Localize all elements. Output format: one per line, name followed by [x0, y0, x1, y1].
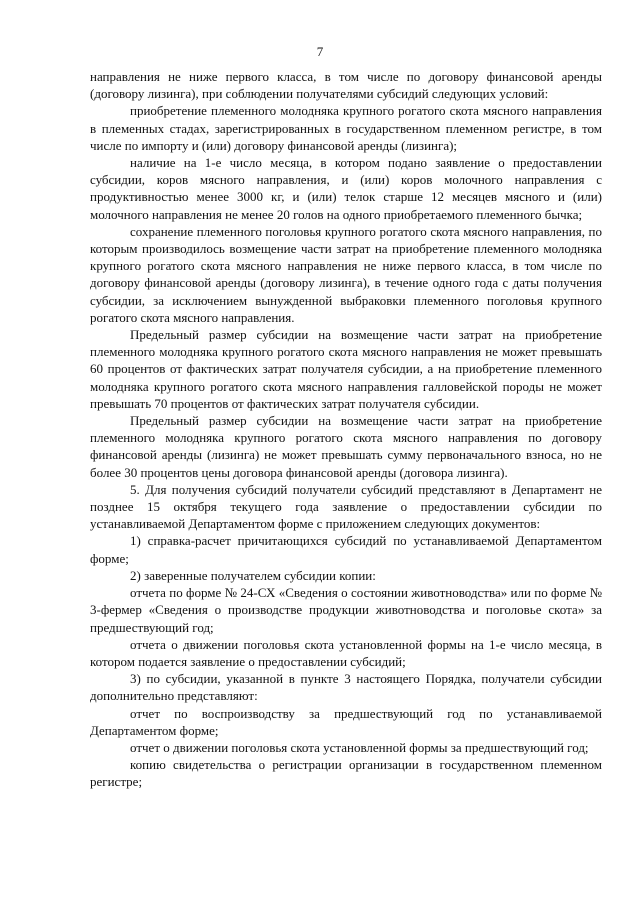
paragraph-condition-herd: наличие на 1-е число месяца, в котором подано заявление о предоставлении субсидии, коров мясного направления, и (или) коров молочного направления с продуктивностью менее 3000 кг, и (или) телок старше 12 месяцев мясного и (или) молочного направления не менее 20 голов на одного приобретаемого племенного бычка;	[90, 155, 602, 222]
paragraph-registry-certificate: копию свидетельства о регистрации организации в государственном племенном регистре;	[90, 757, 602, 790]
document-body	[90, 68, 602, 791]
page-number: 7	[316, 44, 324, 59]
paragraph-item-5-1: 1) справка-расчет причитающихся субсидий по устанавливаемой Департаментом форме;	[90, 533, 602, 566]
paragraph-item-5: 5. Для получения субсидий получатели субсидий представляют в Департамент не позднее 15 октября текущего года заявление о предоставлении субсидии по устанавливаемой Департаментом форме с приложением следующих документов:	[90, 481, 602, 532]
paragraph-item-5-2: 2) заверенные получателем субсидии копии:	[130, 567, 376, 583]
paragraph-report-livestock-movement: отчета о движении поголовья скота установленной формы на 1-е число месяца, в котором подается заявление о предоставлении субсидий;	[90, 636, 602, 669]
paragraph-condition-preservation: сохранение племенного поголовья крупного рогатого скота мясного направления, по которым производилось возмещение части затрат на приобретение племенного молодняка крупного рогатого скота мясного направления не ниже первого класса, в том числе по договору финансовой аренды (договору лизинга), в течение одного года с даты получения субсидии, за исключением вынужденной выбраковки племенного поголовья крупного рогатого скота мясного направления.	[90, 223, 602, 325]
paragraph-report-reproduction: отчет по воспроизводству за предшествующий год по устанавливаемой Департаментом форме;	[90, 705, 602, 738]
paragraph-report-24sx: отчета по форме № 24-СХ «Сведения о состоянии животноводства» или по форме № 3-фермер «Сведения о производстве продукции животноводства и поголовье скота» за предшествующий год;	[90, 585, 602, 635]
paragraph-item-5-3: 3) по субсидии, указанной в пункте 3 настоящего Порядка, получатели субсидии дополнительно представляют:	[90, 671, 602, 704]
paragraph-subsidy-limit: Предельный размер субсидии на возмещение части затрат на приобретение племенного молодняка крупного рогатого скота мясного направления не может превышать 60 процентов от фактических затрат получателя субсидии, а на приобретение племенного молодняка крупного рогатого скота мясного направления галловейской породы не может превышать 70 процентов от фактических затрат получателя субсидии.	[90, 327, 602, 411]
paragraph-report-movement-year: отчет о движении поголовья скота установленной формы за предшествующий год;	[130, 739, 589, 755]
paragraph-continuation: направления не ниже первого класса, в том числе по договору финансовой аренды (договору лизинга), при соблюдении получателями субсидий следующих условий:	[90, 69, 602, 102]
paragraph-subsidy-limit-leasing: Предельный размер субсидии на возмещение части затрат на приобретение племенного молодняка крупного рогатого скота мясного направления по договору финансовой аренды (лизинга) не может превышать сумму первоначального взноса, но не более 30 процентов цены договора финансовой аренды (договора лизинга).	[90, 413, 602, 480]
paragraph-condition-purchase: приобретение племенного молодняка крупного рогатого скота мясного направления в племенных стадах, зарегистрированных в государственном племенном регистре, в том числе по импорту и (или) договору финансовой аренды (лизинга);	[90, 103, 602, 153]
